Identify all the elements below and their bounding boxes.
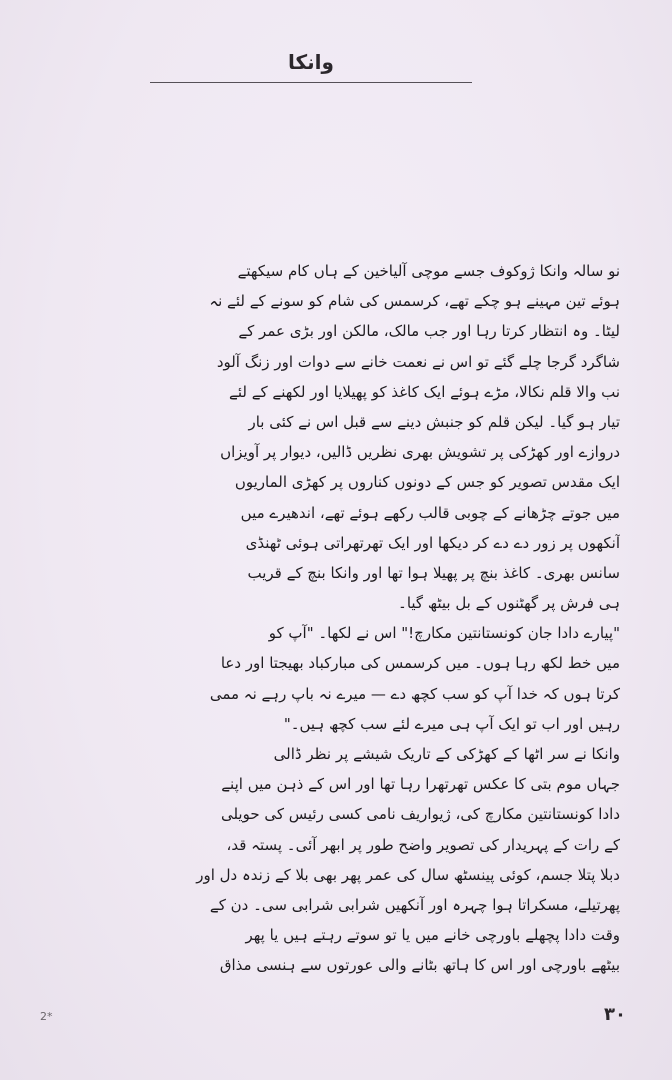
text-line: رہیں اور اب تو ایک آپ ہی میرے لئے سب کچھ ہیں۔": [283, 714, 620, 733]
text-line: شاگرد گرجا چلے گئے تو اس نے نعمت خانے سے دوات اور زنگ آلود: [216, 352, 620, 371]
chapter-title: وانکا: [288, 50, 334, 74]
text-line: بیٹھے باورچی اور اس کا ہاتھ بٹانے والی عورتوں سے ہنسی مذاق: [219, 956, 620, 975]
text-line: ہی فرش پر گھٹنوں کے بل بیٹھ گیا۔: [398, 594, 620, 613]
text-line: دبلا پتلا جسم، کوئی پینسٹھ سال کی عمر پھر بھی بلا کے زندہ دل اور: [196, 865, 620, 884]
text-line: دروازے اور کھڑکی پر تشویش بھری نظریں ڈالیں، دیوار پر آویزاں: [220, 443, 620, 462]
text-line: ایک مقدس تصویر کو جس کے دونوں کناروں پر کھڑی الماریوں: [234, 473, 620, 492]
text-line: پھرتیلے، مسکراتا ہوا چہرہ اور آنکھیں شرابی شرابی سی۔ دن کے: [209, 895, 620, 914]
text-line: میں خط لکھ رہا ہوں۔ میں کرسمس کی مبارکباد بھیجتا اور دعا: [220, 654, 620, 673]
text-line: سانس بھری۔ کاغذ بنچ پر پھیلا ہوا تھا اور وانکا بنچ کے قریب: [247, 563, 620, 582]
chapter-header: [150, 44, 472, 83]
text-line: ہوئے تین مہینے ہو چکے تھے، کرسمس کی شام کو سونے کے لئے نہ: [209, 292, 620, 311]
text-line: کرتا ہوں کہ خدا آپ کو سب کچھ دے — میرے نہ باپ رہے نہ ممی: [209, 684, 620, 703]
title-underline: [150, 82, 472, 83]
text-line: وقت دادا پچھلے باورچی خانے میں یا تو سوتے رہتے ہیں یا پھر: [245, 926, 620, 945]
text-line: کے رات کے پہریدار کی تصویر واضح طور پر ابھر آئی۔ پستہ قد،: [226, 835, 620, 854]
text-line: دادا کونستانتین مکارچ کی، ژیواریف نامی کسی رئیس کی حویلی: [220, 805, 620, 824]
text-line: نو سالہ وانکا ژوکوف جسے موچی آلیاخین کے ہاں کام سیکھتے: [237, 262, 620, 280]
page-number: ۳۰: [604, 1004, 626, 1025]
text-line: نب والا قلم نکالا، مڑے ہوئے ایک کاغذ کو پھیلایا اور لکھنے کے لئے: [229, 382, 620, 401]
text-line: لیٹا۔ وہ انتظار کرتا رہا اور جب مالک، مالکن اور بڑی عمر کے: [238, 322, 620, 341]
text-line: وانکا نے سر اٹھا کے کھڑکی کے تاریک شیشے پر نظر ڈالی: [273, 745, 620, 763]
text-line: آنکھوں پر زور دے دے کر دیکھا اور ایک تھرتھراتی ہوئی ٹھنڈی: [245, 533, 620, 552]
text-line: "پیارے دادا جان کونستانتین مکارچ!" اس نے لکھا۔ "آپ کو: [268, 624, 620, 643]
text-line: تیار ہو گیا۔ لیکن قلم کو جنبش دینے سے قبل اس نے کئی بار: [248, 412, 620, 431]
text-line: جہاں موم بتی کا عکس تھرتھرا رہا تھا اور اس کے ذہن میں اپنے: [221, 775, 620, 794]
text-line: میں جوتے چڑھانے کے چوبی قالب رکھے ہوئے تھے، اندھیرے میں: [240, 503, 620, 522]
story-text: [40, 256, 620, 981]
printer-signature-mark: 2*: [40, 1010, 53, 1023]
